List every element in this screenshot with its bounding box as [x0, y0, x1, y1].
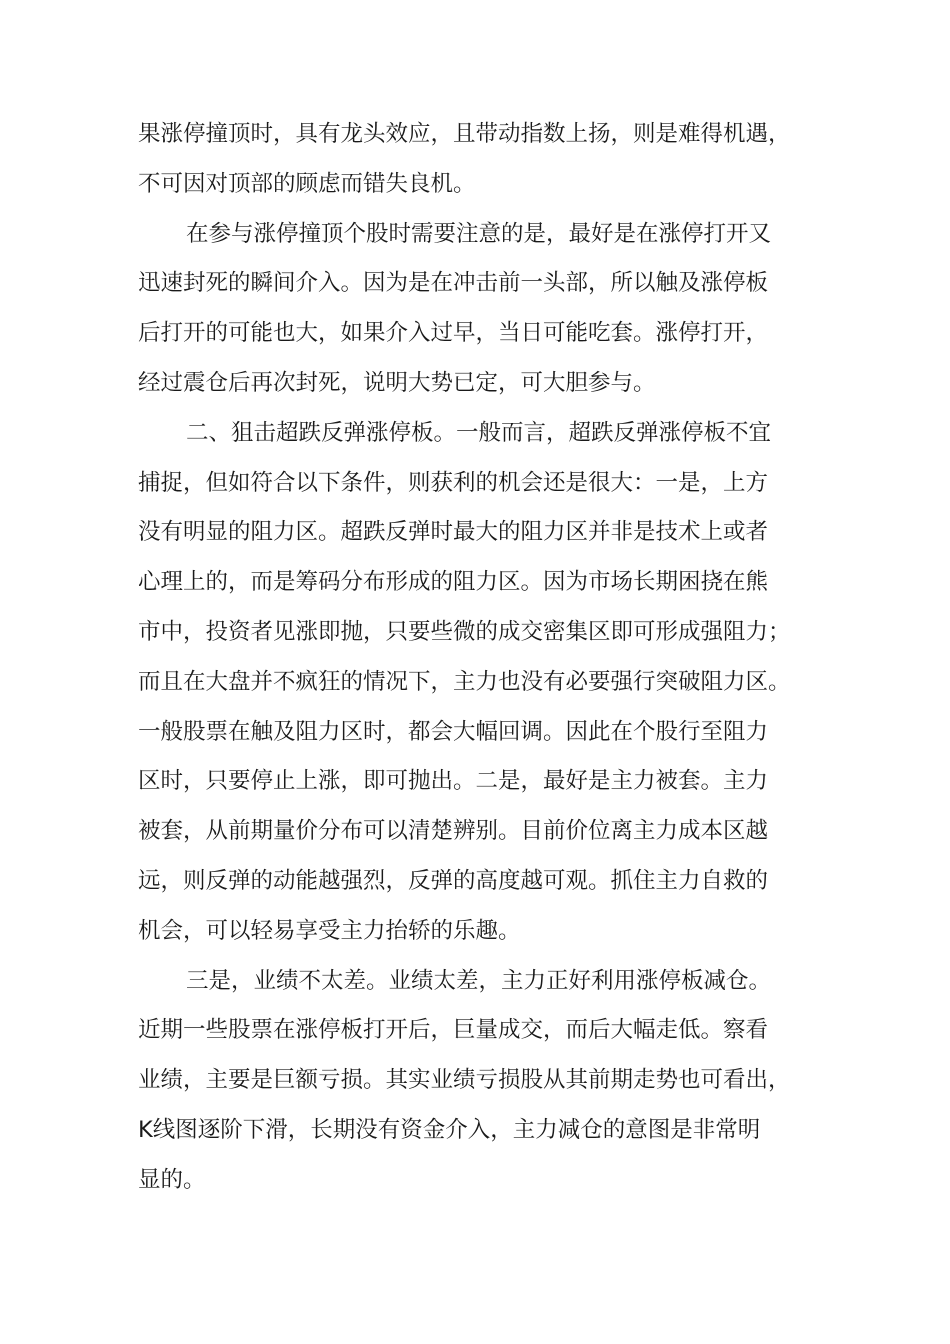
paragraph-start-line: 三是，业绩不太差。业绩太差，主力正好利用涨停板减仓。	[186, 967, 772, 994]
text-line: 显的。	[138, 1166, 206, 1193]
paragraph-start-line: 二、狙击超跌反弹涨停板。一般而言，超跌反弹涨停板不宜	[186, 419, 772, 446]
text-line: 市中，投资者见涨即抛，只要些微的成交密集区即可形成强阻力；	[138, 618, 791, 645]
document-body	[138, 110, 818, 1206]
text-line: 远，则反弹的动能越强烈，反弹的高度越可观。抓住主力自救的	[138, 867, 769, 894]
text-line: 果涨停撞顶时，具有龙头效应，且带动指数上扬，则是难得机遇，	[138, 121, 791, 147]
text-line: 一般股票在触及阻力区时，都会大幅回调。因此在个股行至阻力	[138, 718, 769, 745]
text-line: 机会，可以轻易享受主力抬轿的乐趣。	[138, 917, 521, 944]
text-line: 而且在大盘并不疯狂的情况下，主力也没有必要强行突破阻力区。	[138, 668, 791, 695]
text-line: 区时，只要停止上涨，即可抛出。二是，最好是主力被套。主力	[138, 768, 769, 795]
text-line: 心理上的，而是筹码分布形成的阻力区。因为市场长期困挠在熊	[138, 569, 769, 596]
paragraph-start-line: 在参与涨停撞顶个股时需要注意的是，最好是在涨停打开又	[186, 220, 772, 247]
text-line: 经过震仓后再次封死，说明大势已定，可大胆参与。	[138, 369, 656, 396]
text-line: 捕捉，但如符合以下条件，则获利的机会还是很大：一是，上方	[138, 469, 769, 496]
text-line: 后打开的可能也大，如果介入过早，当日可能吃套。涨停打开，	[138, 320, 769, 347]
text-line: 被套，从前期量价分布可以清楚辨别。目前价位离主力成本区越	[138, 818, 769, 845]
text-line: 近期一些股票在涨停板打开后，巨量成交，而后大幅走低。察看	[138, 1017, 769, 1044]
text-line: 没有明显的阻力区。超跌反弹时最大的阻力区并非是技术上或者	[138, 519, 769, 546]
text-line: 业绩，主要是巨额亏损。其实业绩亏损股从其前期走势也可看出，	[138, 1067, 791, 1094]
text-line: 迅速封死的瞬间介入。因为是在冲击前一头部，所以触及涨停板	[138, 270, 769, 297]
text-line: 不可因对顶部的顾虑而错失良机。	[138, 170, 476, 197]
text-line: K线图逐阶下滑，长期没有资金介入，主力减仓的意图是非常明	[138, 1116, 761, 1143]
